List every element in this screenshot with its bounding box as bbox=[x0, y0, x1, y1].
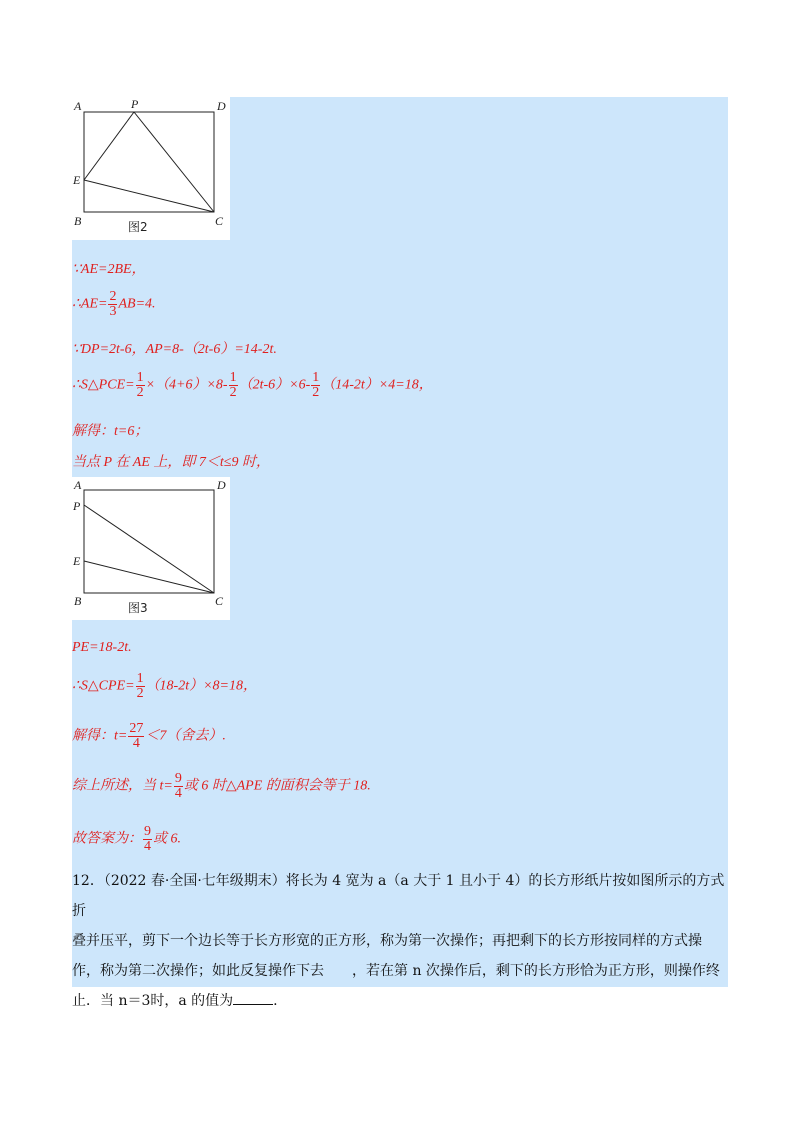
solution-line-6: 当点 P 在 AE 上，即 7＜t≤9 时， bbox=[72, 455, 270, 470]
fraction-9-4-a: $\frac{9}{4}$ bbox=[174, 771, 182, 801]
label-b: B bbox=[74, 214, 82, 228]
rectangle-abcd bbox=[84, 490, 214, 593]
fraction-half-2: $\frac{1}{2}$ bbox=[229, 370, 237, 400]
solution-line-4: ∴S△PCE= $\frac{1}{2}$ ×（4+6）×8- $\frac{1}{2}$ （2t-6）×6- $\frac{1}{2}$ （14-2t）×4=18， bbox=[72, 370, 433, 400]
question-12-line-4: 止．当 n＝3时，a 的值为 . bbox=[72, 986, 728, 1016]
figure-3-diagram bbox=[72, 477, 230, 620]
label-c: C bbox=[215, 214, 224, 228]
solution-line-2: ∴AE= $\frac{2}{3}$ AB=4. bbox=[72, 289, 156, 319]
label-b: B bbox=[74, 594, 82, 608]
fraction-half-3: $\frac{1}{2}$ bbox=[312, 370, 320, 400]
label-c: C bbox=[215, 594, 224, 608]
question-12-line-2: 叠并压平，剪下一个边长等于长方形宽的正方形，称为第一次操作；再把剩下的长方形按同样的方式操 bbox=[72, 933, 702, 949]
answer-blank[interactable] bbox=[233, 990, 273, 1005]
solution-line-7: PE=18-2t. bbox=[72, 640, 132, 655]
question-12-line-1: 12．（2022 春·全国·七年级期末）将长为 4 宽为 a（a 大于 1 且小于 4）的长方形纸片按如图所示的方式折 bbox=[72, 873, 725, 919]
figure-2-diagram bbox=[72, 97, 230, 240]
label-a: A bbox=[74, 99, 82, 113]
rectangle-abcd bbox=[84, 112, 214, 212]
solution-line-8: ∴S△CPE= $\frac{1}{2}$ （18-2t）×8=18， bbox=[72, 671, 258, 701]
fraction-half-1: $\frac{1}{2}$ bbox=[136, 370, 144, 400]
fraction-9-4-b: $\frac{9}{4}$ bbox=[144, 824, 151, 854]
solution-line-5: 解得：t=6； bbox=[72, 424, 149, 439]
question-12-line-3: 作，称为第二次操作；如此反复操作下去 ，若在第 n 次操作后，剩下的长方形恰为正方形，则操作终 bbox=[72, 963, 720, 979]
question-12 bbox=[72, 866, 728, 1016]
label-p: P bbox=[73, 499, 81, 513]
solution-line-1: ∵AE=2BE， bbox=[72, 262, 146, 277]
segment-pe bbox=[84, 112, 134, 180]
fraction-half-4: $\frac{1}{2}$ bbox=[136, 671, 144, 701]
figure-2-caption: 图2 bbox=[128, 220, 148, 234]
fraction-2-3: $\frac{2}{3}$ bbox=[109, 289, 117, 319]
label-a: A bbox=[74, 478, 82, 492]
figure-3 bbox=[72, 477, 230, 620]
label-e: E bbox=[73, 554, 81, 568]
solution-line-3: ∵DP=2t-6，AP=8-（2t-6）=14-2t. bbox=[72, 342, 277, 357]
figure-3-caption: 图3 bbox=[128, 601, 148, 615]
segment-ec bbox=[84, 561, 214, 593]
solution-line-10: 综上所述，当 t= $\frac{9}{4}$ 或 6 时△APE 的面积会等于 18. bbox=[72, 771, 371, 801]
figure-2 bbox=[72, 97, 230, 240]
label-p: P bbox=[131, 97, 139, 111]
label-e: E bbox=[73, 173, 81, 187]
label-d: D bbox=[217, 99, 226, 113]
segment-ec bbox=[84, 180, 214, 212]
segment-pc bbox=[134, 112, 214, 212]
answer-line: 故答案为： $\frac{9}{4}$ 或 6. bbox=[72, 824, 181, 854]
fraction-27-4: $\frac{27}{4}$ bbox=[129, 721, 144, 751]
label-d: D bbox=[217, 478, 226, 492]
solution-line-9: 解得：t= $\frac{27}{4}$ ＜7（舍去）. bbox=[72, 721, 226, 751]
segment-pc bbox=[84, 505, 214, 593]
